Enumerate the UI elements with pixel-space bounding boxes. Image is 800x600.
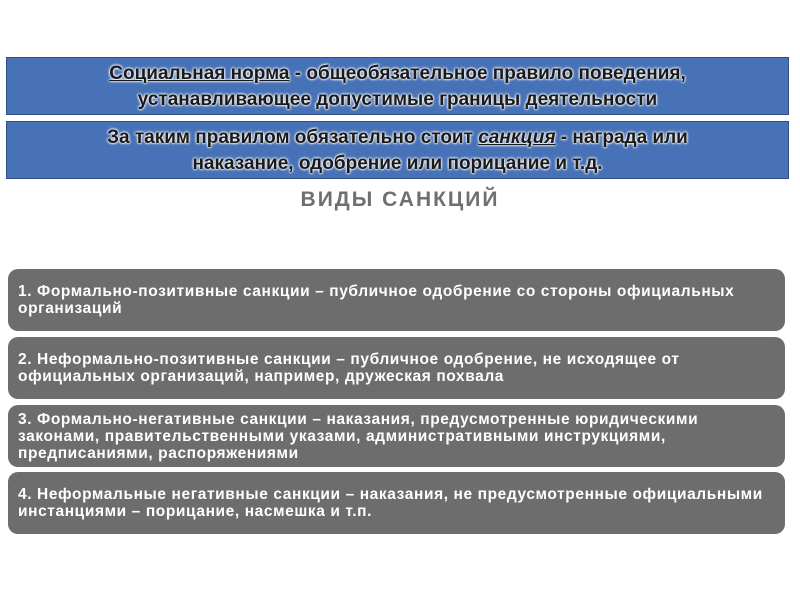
- definition-term: Социальная норма: [109, 63, 290, 84]
- sanction-item-text: 3. Формально-негативные санкции – наказания, предусмотренные юридическими законами, правительственными указами, административными инструкциями, предписаниями, распоряжениями: [18, 410, 699, 462]
- sanction-term: санкция: [478, 127, 556, 148]
- sanction-item-informal-negative: [8, 472, 785, 534]
- sanction-item-informal-positive: [8, 337, 785, 399]
- sanction-note-rest: - награда или: [555, 127, 688, 148]
- sanction-item-text: 4. Неформальные негативные санкции – наказания, не предусмотренные официальными инстанциями – порицание, насмешка и т.п.: [18, 486, 763, 520]
- definition-text: - общеобязательное правило поведения,: [289, 63, 686, 84]
- sanction-item-formal-positive: [8, 269, 785, 331]
- definition-line-2: устанавливающее допустимые границы деятельности: [137, 89, 658, 110]
- sanction-note-line-1: [7, 125, 788, 151]
- definition-banner: [6, 57, 789, 115]
- sanction-note-line-2: наказание, одобрение или порицание и т.д.: [192, 153, 603, 174]
- sanction-note-prefix: За таким правилом обязательно стоит: [107, 127, 479, 148]
- sanction-item-text: 2. Неформально-позитивные санкции – публичное одобрение, не исходящее от официальных организаций, например, дружеская похвала: [18, 351, 680, 385]
- sanction-note-banner: [6, 121, 789, 179]
- definition-line-1: [7, 61, 788, 87]
- sanctions-heading: ВИДЫ САНКЦИЙ: [300, 188, 500, 211]
- sanction-item-text: 1. Формально-позитивные санкции – публичное одобрение со стороны официальных организаций: [18, 283, 735, 317]
- sanction-item-formal-negative: [8, 405, 785, 467]
